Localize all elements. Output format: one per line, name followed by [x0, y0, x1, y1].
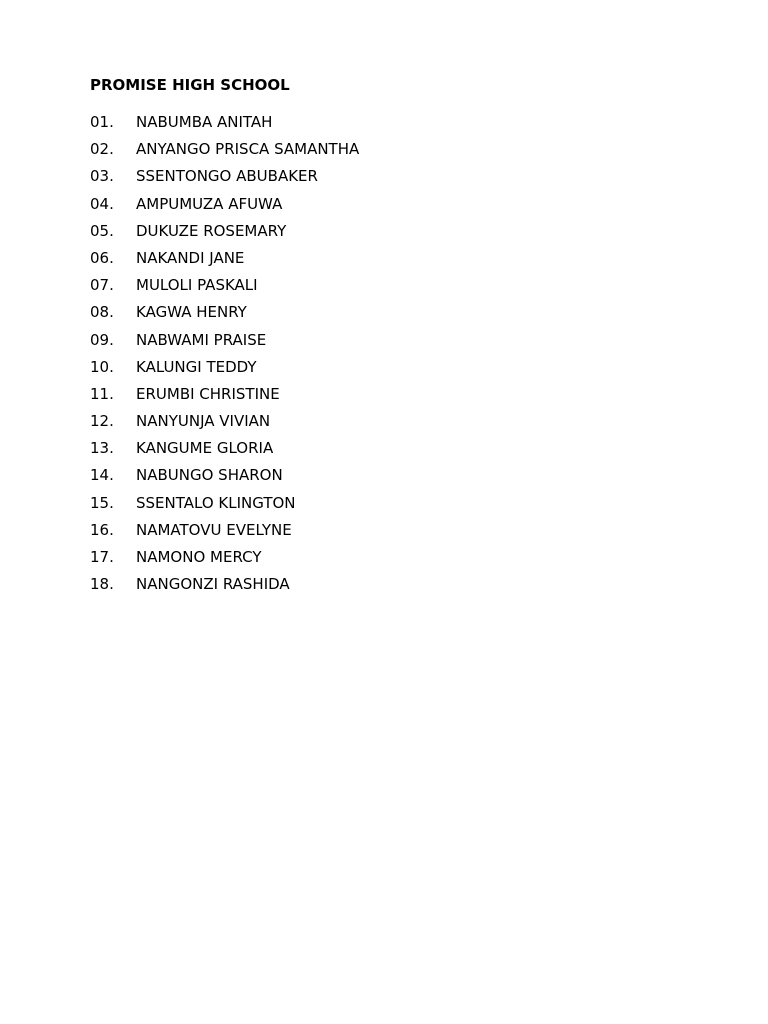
- list-item-name: MULOLI PASKALI: [136, 276, 258, 295]
- list-item-name: NAMONO MERCY: [136, 548, 262, 566]
- list-item-name: NABUNGO SHARON: [136, 466, 283, 485]
- list-item-number: 07.: [90, 276, 114, 295]
- list-item-number: 01.: [90, 113, 114, 131]
- list-item-number: 16.: [90, 520, 114, 539]
- page-title: PROMISE HIGH SCHOOL: [90, 76, 290, 94]
- list-item-name: SSENTONGO ABUBAKER: [136, 167, 318, 186]
- list-item-number: 14.: [90, 466, 114, 485]
- list-item-name: ANYANGO PRISCA SAMANTHA: [136, 140, 360, 159]
- list-item-number: 02.: [90, 140, 114, 159]
- list-item-number: 10.: [90, 357, 114, 376]
- list-item-number: 13.: [90, 439, 114, 458]
- list-item-name: SSENTALO KLINGTON: [136, 493, 296, 512]
- list-item-number: 18.: [90, 575, 114, 594]
- list-item-number: 11.: [90, 384, 114, 403]
- list-item-number: 17.: [90, 548, 114, 566]
- list-item-number: 06.: [90, 248, 114, 267]
- list-item-name: NABWAMI PRAISE: [136, 330, 267, 349]
- list-item-number: 03.: [90, 167, 114, 186]
- list-item-name: KAGWA HENRY: [136, 303, 247, 322]
- list-item-name: NANGONZI RASHIDA: [136, 575, 290, 594]
- list-item-number: 15.: [90, 493, 114, 512]
- list-item-name: DUKUZE ROSEMARY: [136, 221, 287, 240]
- list-item-number: 12.: [90, 412, 114, 431]
- list-item-number: 09.: [90, 330, 114, 349]
- list-item-name: NABUMBA ANITAH: [136, 113, 273, 131]
- list-item-name: NANYUNJA VIVIAN: [136, 412, 271, 431]
- list-item-name: KANGUME GLORIA: [136, 439, 274, 458]
- list-item-number: 04.: [90, 194, 114, 213]
- list-item-name: ERUMBI CHRISTINE: [136, 384, 280, 403]
- list-item-name: NAKANDI JANE: [136, 248, 245, 267]
- list-item-number: 08.: [90, 303, 114, 322]
- list-item-number: 05.: [90, 221, 114, 240]
- list-item-name: KALUNGI TEDDY: [136, 357, 257, 376]
- list-item-name: AMPUMUZA AFUWA: [136, 194, 283, 213]
- list-item-name: NAMATOVU EVELYNE: [136, 520, 292, 539]
